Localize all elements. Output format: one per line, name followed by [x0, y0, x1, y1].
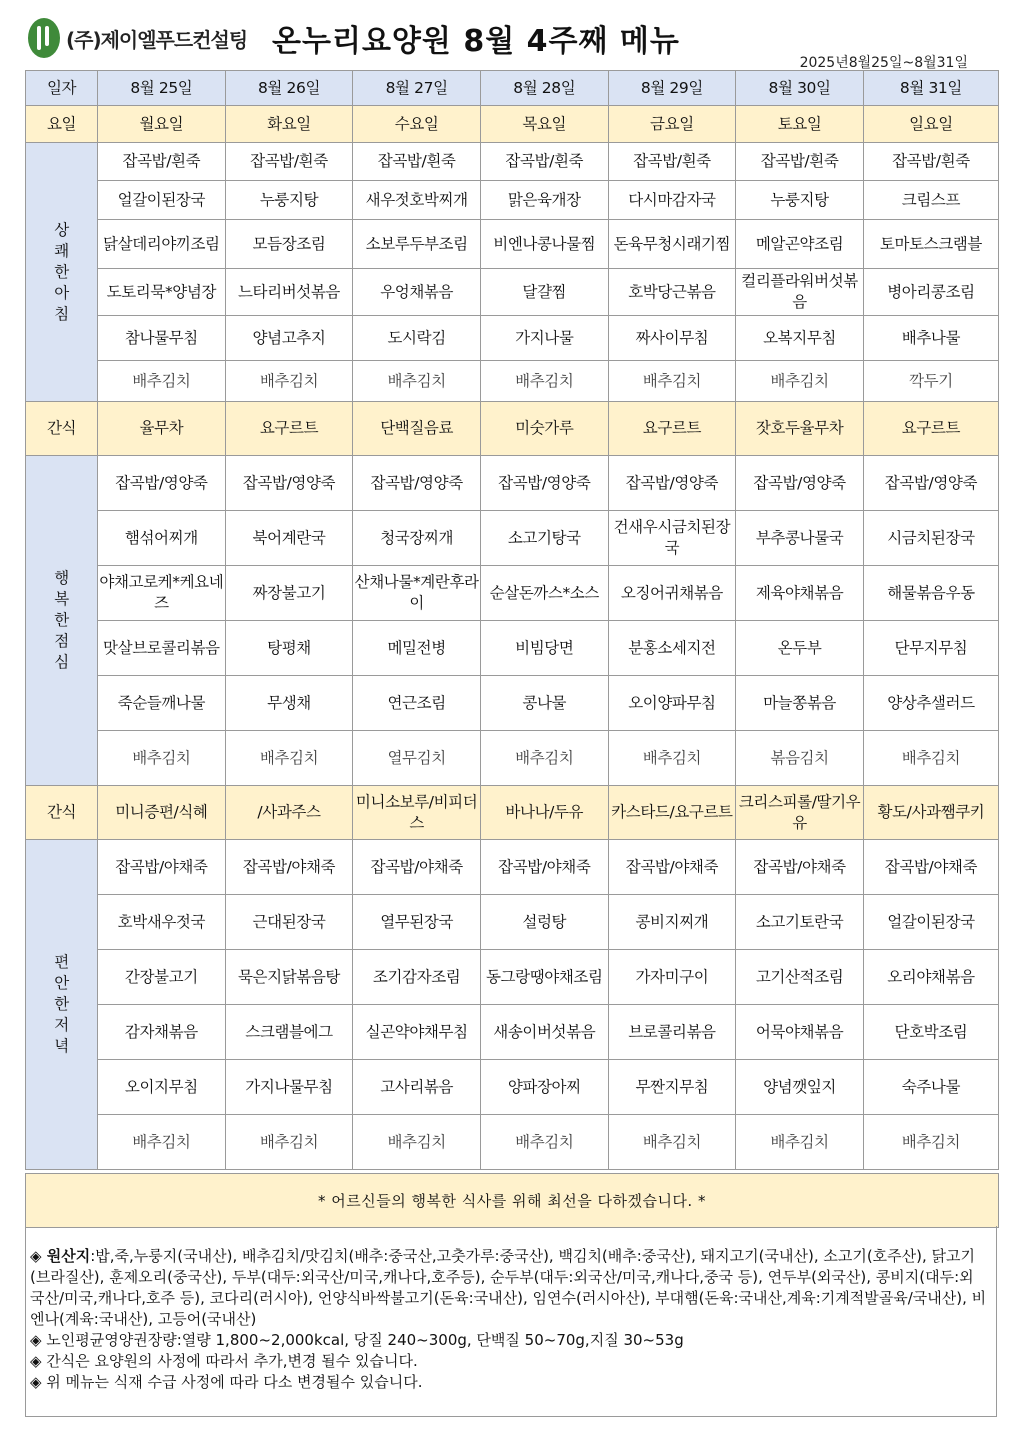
breakfast-item: 호박당근볶음	[608, 269, 736, 316]
breakfast-item: 새우젓호박찌개	[353, 181, 481, 220]
breakfast-item: 다시마감자국	[608, 181, 736, 220]
dinner-item: 잡곡밥/야채죽	[353, 840, 481, 895]
snack2-item: 바나나/두유	[480, 786, 608, 840]
dinner-item: 잡곡밥/야채죽	[225, 840, 353, 895]
dinner-item: 잡곡밥/야채죽	[608, 840, 736, 895]
dinner-item: 설렁탕	[480, 895, 608, 950]
date-cell: 8월 27일	[353, 71, 481, 106]
lunch-label	[26, 456, 98, 786]
dinner-item: 열무된장국	[353, 895, 481, 950]
day-cell: 일요일	[863, 106, 998, 143]
lunch-item: 청국장찌개	[353, 511, 481, 566]
lunch-item: 온두부	[736, 621, 864, 676]
breakfast-item: 얼갈이된장국	[98, 181, 226, 220]
lunch-item: 짜장불고기	[225, 566, 353, 621]
breakfast-item: 잡곡밥/흰죽	[480, 143, 608, 181]
company-logo	[28, 18, 247, 58]
lunch-item: 시금치된장국	[863, 511, 998, 566]
dinner-item: 가자미구이	[608, 950, 736, 1005]
message-banner: * 어르신들의 행복한 식사를 위해 최선을 다하겠습니다. *	[25, 1173, 999, 1228]
lunch-item: 오징어귀채볶음	[608, 566, 736, 621]
dinner-item: 단호박조림	[863, 1005, 998, 1060]
breakfast-item: 양념고추지	[225, 316, 353, 361]
lunch-item: 잡곡밥/영양죽	[863, 456, 998, 511]
breakfast-item: 잡곡밥/흰죽	[353, 143, 481, 181]
breakfast-item: 배추김치	[225, 361, 353, 402]
date-label: 일자	[26, 71, 98, 106]
lunch-item: 무생채	[225, 676, 353, 731]
day-label: 요일	[26, 106, 98, 143]
dinner-item: 브로콜리볶음	[608, 1005, 736, 1060]
company-name: (주)제이엘푸드컨설팅	[66, 27, 248, 52]
lunch-item: 볶음김치	[736, 731, 864, 786]
dinner-label	[26, 840, 98, 1170]
day-cell: 월요일	[98, 106, 226, 143]
dinner-item: 배추김치	[353, 1115, 481, 1170]
date-range: 2025년8월25일~8월31일	[799, 55, 968, 71]
dinner-item: 오리야채볶음	[863, 950, 998, 1005]
dinner-item: 무짠지무침	[608, 1060, 736, 1115]
snack1-item: 잣호두율무차	[736, 402, 864, 456]
dinner-item: 간장불고기	[98, 950, 226, 1005]
breakfast-item: 달걀찜	[480, 269, 608, 316]
snack-note: ◈ 간식은 요양원의 사정에 따라서 추가,변경 될수 있습니다.	[30, 1352, 418, 1370]
breakfast-item: 컬리플라워버섯볶음	[736, 269, 864, 316]
snack2-item: 카스타드/요구르트	[608, 786, 736, 840]
breakfast-item: 잡곡밥/흰죽	[608, 143, 736, 181]
dinner-item: 잡곡밥/야채죽	[863, 840, 998, 895]
date-cell: 8월 25일	[98, 71, 226, 106]
date-cell: 8월 30일	[736, 71, 864, 106]
breakfast-item: 오복지무침	[736, 316, 864, 361]
menu-table	[25, 70, 999, 1170]
snack2-item: 황도/사과쨈쿠키	[863, 786, 998, 840]
dinner-item: 배추김치	[608, 1115, 736, 1170]
dinner-item: 조기감자조림	[353, 950, 481, 1005]
snack2-item: 크리스피롤/딸기우유	[736, 786, 864, 840]
lunch-item: 분홍소세지전	[608, 621, 736, 676]
lunch-item: 비빔당면	[480, 621, 608, 676]
snack1-item: 단백질음료	[353, 402, 481, 456]
lunch-item: 단무지무침	[863, 621, 998, 676]
lunch-item: 야채고로케*케요네즈	[98, 566, 226, 621]
lunch-item: 잡곡밥/영양죽	[480, 456, 608, 511]
breakfast-item: 배추나물	[863, 316, 998, 361]
breakfast-item: 소보루두부조림	[353, 220, 481, 269]
lunch-item: 배추김치	[98, 731, 226, 786]
breakfast-item: 병아리콩조림	[863, 269, 998, 316]
logo-icon	[28, 18, 60, 58]
breakfast-item: 잡곡밥/흰죽	[736, 143, 864, 181]
breakfast-item: 배추김치	[608, 361, 736, 402]
lunch-item: 죽순들깨나물	[98, 676, 226, 731]
breakfast-item: 잡곡밥/흰죽	[98, 143, 226, 181]
date-cell: 8월 31일	[863, 71, 998, 106]
origin-note	[30, 1246, 988, 1330]
date-cell: 8월 28일	[480, 71, 608, 106]
date-cell: 8월 29일	[608, 71, 736, 106]
lunch-item: 양상추샐러드	[863, 676, 998, 731]
breakfast-item: 누룽지탕	[225, 181, 353, 220]
breakfast-item: 잡곡밥/흰죽	[863, 143, 998, 181]
dinner-item: 고기산적조림	[736, 950, 864, 1005]
breakfast-item: 모듬장조림	[225, 220, 353, 269]
page-header	[0, 0, 1024, 70]
day-cell: 금요일	[608, 106, 736, 143]
breakfast-item: 돈육무청시래기찜	[608, 220, 736, 269]
breakfast-item: 도시락김	[353, 316, 481, 361]
dinner-item: 숙주나물	[863, 1060, 998, 1115]
lunch-item: 배추김치	[608, 731, 736, 786]
dinner-item: 어묵야채볶음	[736, 1005, 864, 1060]
breakfast-item: 비엔나콩나물찜	[480, 220, 608, 269]
lunch-item: 맛살브로콜리볶음	[98, 621, 226, 676]
snack1-item: 요구르트	[863, 402, 998, 456]
dinner-item: 잡곡밥/야채죽	[736, 840, 864, 895]
breakfast-item: 느타리버섯볶음	[225, 269, 353, 316]
breakfast-item: 참나물무침	[98, 316, 226, 361]
dinner-item: 배추김치	[863, 1115, 998, 1170]
dinner-item: 소고기토란국	[736, 895, 864, 950]
lunch-item: 오이양파무침	[608, 676, 736, 731]
lunch-item: 잡곡밥/영양죽	[608, 456, 736, 511]
day-cell: 토요일	[736, 106, 864, 143]
breakfast-label	[26, 143, 98, 402]
lunch-item: 잡곡밥/영양죽	[353, 456, 481, 511]
lunch-item: 소고기탕국	[480, 511, 608, 566]
dinner-item: 실곤약야채무침	[353, 1005, 481, 1060]
dinner-item: 잡곡밥/야채죽	[480, 840, 608, 895]
lunch-item: 부추콩나물국	[736, 511, 864, 566]
lunch-item: 잡곡밥/영양죽	[225, 456, 353, 511]
notes-section	[25, 1226, 997, 1417]
breakfast-item: 메알곤약조림	[736, 220, 864, 269]
lunch-item: 제육야채볶음	[736, 566, 864, 621]
snack2-item: 미니증편/식혜	[98, 786, 226, 840]
dinner-item: 동그랑땡야채조림	[480, 950, 608, 1005]
dinner-item: 오이지무침	[98, 1060, 226, 1115]
dinner-item: 새송이버섯볶음	[480, 1005, 608, 1060]
lunch-item: 잡곡밥/영양죽	[98, 456, 226, 511]
change-note: ◈ 위 메뉴는 식재 수급 사정에 따라 다소 변경될수 있습니다.	[30, 1373, 423, 1391]
lunch-item: 배추김치	[225, 731, 353, 786]
dinner-item: 가지나물무침	[225, 1060, 353, 1115]
dinner-item: 고사리볶음	[353, 1060, 481, 1115]
lunch-item: 햄섞어찌개	[98, 511, 226, 566]
breakfast-item: 우엉채볶음	[353, 269, 481, 316]
breakfast-item: 닭살데리야끼조림	[98, 220, 226, 269]
lunch-item: 해물볶음우동	[863, 566, 998, 621]
lunch-item: 열무김치	[353, 731, 481, 786]
dinner-item: 감자채볶음	[98, 1005, 226, 1060]
breakfast-item: 배추김치	[480, 361, 608, 402]
lunch-item: 잡곡밥/영양죽	[736, 456, 864, 511]
snack2-item: /사과주스	[225, 786, 353, 840]
dinner-item: 호박새우젓국	[98, 895, 226, 950]
origin-text: :밥,죽,누룽지(국내산), 배추김치/맛김치(배추:중국산,고춧가루:중국산), 백김치(배추:중국산), 돼지고기(국내산), 소고기(호주산), 닭고기(브라질산), 훈제오리(중국산), 두부(대두:외국산/미국,캐나다,호주등), 순두부(대두:외국산/미국,캐나다,중국 등), 연두부(외국산), 콩비지(대두:외국산/미국,캐나다,호주 등), 코다리(러시아), 언양식바싹불고기(돈육:국내산), 임연수(러시아산), 부대햄(돈육:국내산,계육:기계적발골육/국내산), 비엔나(계육:국내산), 고등어(국내산)	[30, 1247, 987, 1328]
breakfast-item: 도토리묵*양념장	[98, 269, 226, 316]
breakfast-item: 깍두기	[863, 361, 998, 402]
dinner-item: 근대된장국	[225, 895, 353, 950]
lunch-item: 북어계란국	[225, 511, 353, 566]
breakfast-item: 맑은육개장	[480, 181, 608, 220]
nutrition-note: ◈ 노인평균영양권장량:열량 1,800~2,000kcal, 당질 240~300g, 단백질 50~70g,지질 30~53g	[30, 1331, 684, 1349]
day-cell: 화요일	[225, 106, 353, 143]
lunch-item: 콩나물	[480, 676, 608, 731]
snack1-item: 요구르트	[608, 402, 736, 456]
dinner-label-text: 편안한저녁	[54, 953, 69, 1055]
dinner-item: 배추김치	[225, 1115, 353, 1170]
lunch-label-text: 행복한점심	[54, 569, 69, 671]
day-cell: 수요일	[353, 106, 481, 143]
dinner-item: 묵은지닭볶음탕	[225, 950, 353, 1005]
snack-label: 간식	[26, 402, 98, 456]
origin-label: ◈ 원산지	[30, 1247, 91, 1265]
date-cell: 8월 26일	[225, 71, 353, 106]
dinner-item: 배추김치	[736, 1115, 864, 1170]
breakfast-item: 토마토스크램블	[863, 220, 998, 269]
lunch-item: 연근조림	[353, 676, 481, 731]
lunch-item: 배추김치	[480, 731, 608, 786]
breakfast-item: 배추김치	[98, 361, 226, 402]
snack1-item: 율무차	[98, 402, 226, 456]
lunch-item: 탕평채	[225, 621, 353, 676]
dinner-item: 배추김치	[98, 1115, 226, 1170]
lunch-item: 마늘쫑볶음	[736, 676, 864, 731]
snack-label: 간식	[26, 786, 98, 840]
breakfast-item: 배추김치	[736, 361, 864, 402]
breakfast-item: 잡곡밥/흰죽	[225, 143, 353, 181]
breakfast-item: 크림스프	[863, 181, 998, 220]
day-cell: 목요일	[480, 106, 608, 143]
lunch-item: 건새우시금치된장국	[608, 511, 736, 566]
breakfast-item: 가지나물	[480, 316, 608, 361]
page-title: 온누리요양원 8월 4주째 메뉴	[272, 24, 680, 59]
dinner-item: 양념깻잎지	[736, 1060, 864, 1115]
snack1-item: 미숫가루	[480, 402, 608, 456]
breakfast-label-text: 상쾌한아침	[54, 220, 69, 323]
lunch-item: 메밀전병	[353, 621, 481, 676]
dinner-item: 스크램블에그	[225, 1005, 353, 1060]
dinner-item: 배추김치	[480, 1115, 608, 1170]
snack2-item: 미니소보루/비피더스	[353, 786, 481, 840]
dinner-item: 잡곡밥/야채죽	[98, 840, 226, 895]
dinner-item: 얼갈이된장국	[863, 895, 998, 950]
dinner-item: 콩비지찌개	[608, 895, 736, 950]
lunch-item: 배추김치	[863, 731, 998, 786]
lunch-item: 순살돈까스*소스	[480, 566, 608, 621]
lunch-item: 산채나물*계란후라이	[353, 566, 481, 621]
snack1-item: 요구르트	[225, 402, 353, 456]
breakfast-item: 짜사이무침	[608, 316, 736, 361]
dinner-item: 양파장아찌	[480, 1060, 608, 1115]
breakfast-item: 배추김치	[353, 361, 481, 402]
breakfast-item: 누룽지탕	[736, 181, 864, 220]
